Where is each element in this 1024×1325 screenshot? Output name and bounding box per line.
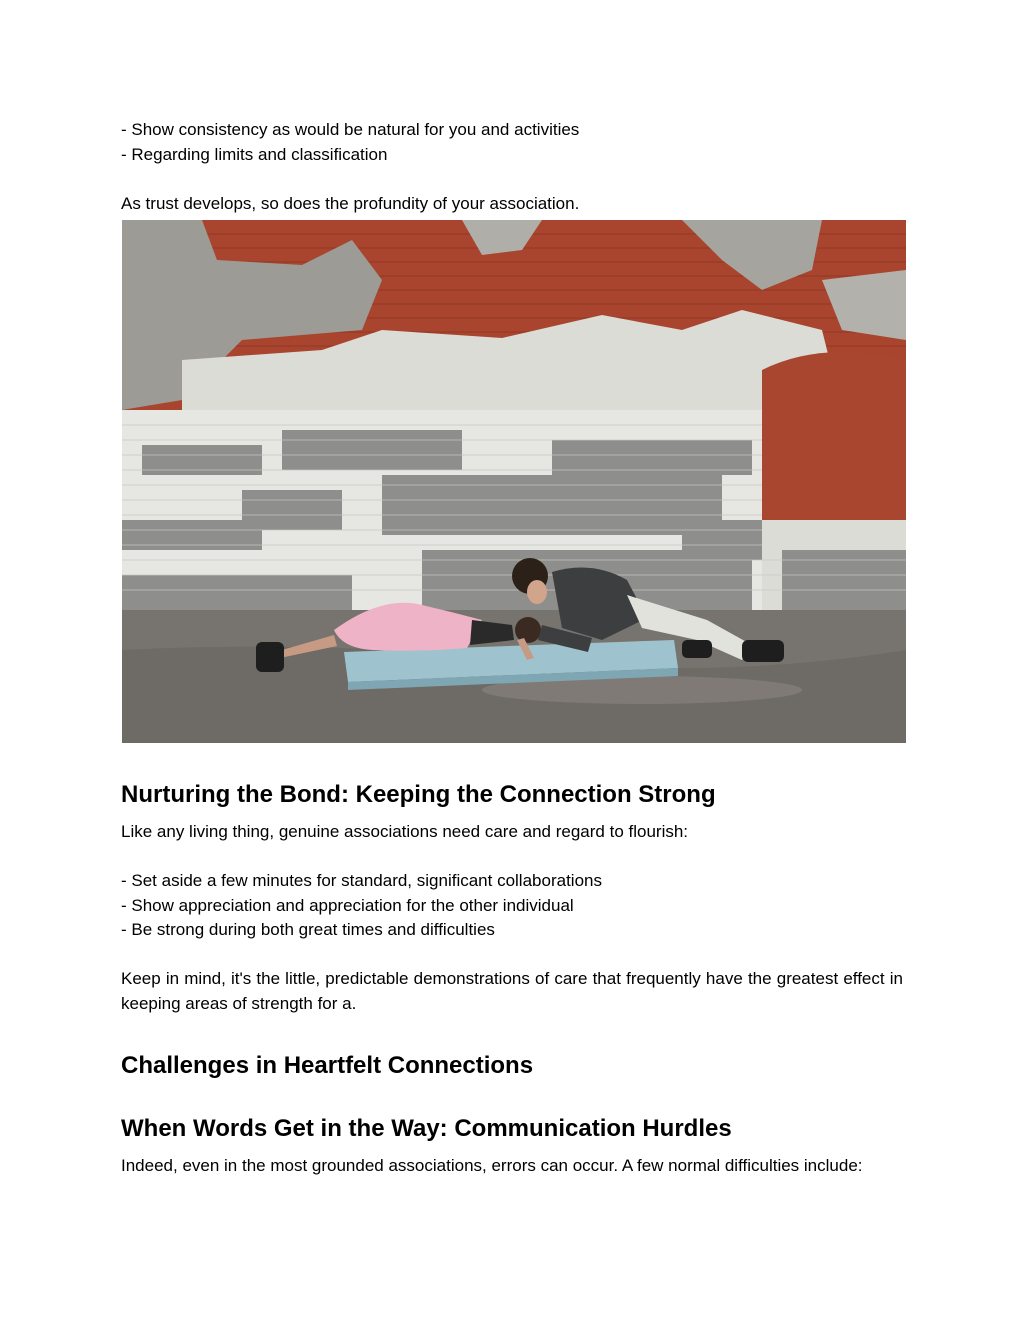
- list-item: - Set aside a few minutes for standard, significant collaborations: [121, 871, 602, 890]
- closing-paragraph: Keep in mind, it's the little, predictable demonstrations of care that frequently have the greatest effect in keeping areas of strength for a.: [121, 969, 903, 1013]
- list-item: - Be strong during both great times and difficulties: [121, 920, 495, 939]
- section-heading: When Words Get in the Way: Communication Hurdles: [121, 1115, 732, 1142]
- section-intro: Indeed, even in the most grounded associations, errors can occur. A few normal difficulties include:: [121, 1156, 863, 1175]
- document-body: [121, 118, 903, 216]
- list-item: - Regarding limits and classification: [121, 144, 388, 164]
- communication-section: [121, 1114, 903, 1179]
- nurturing-section: [121, 780, 903, 1016]
- list-item: - Show appreciation and appreciation for the other individual: [121, 895, 574, 915]
- section-heading: Nurturing the Bond: Keeping the Connection Strong: [121, 781, 716, 808]
- trust-paragraph: As trust develops, so does the profundity of your association.: [121, 193, 580, 213]
- section-heading: Challenges in Heartfelt Connections: [121, 1052, 534, 1079]
- section-intro: Like any living thing, genuine associations need care and regard to flourish:: [121, 822, 689, 841]
- list-item: - Show consistency as would be natural for you and activities: [121, 120, 580, 139]
- challenges-section: [121, 1051, 903, 1081]
- couple-on-mattress-photo: [122, 220, 906, 743]
